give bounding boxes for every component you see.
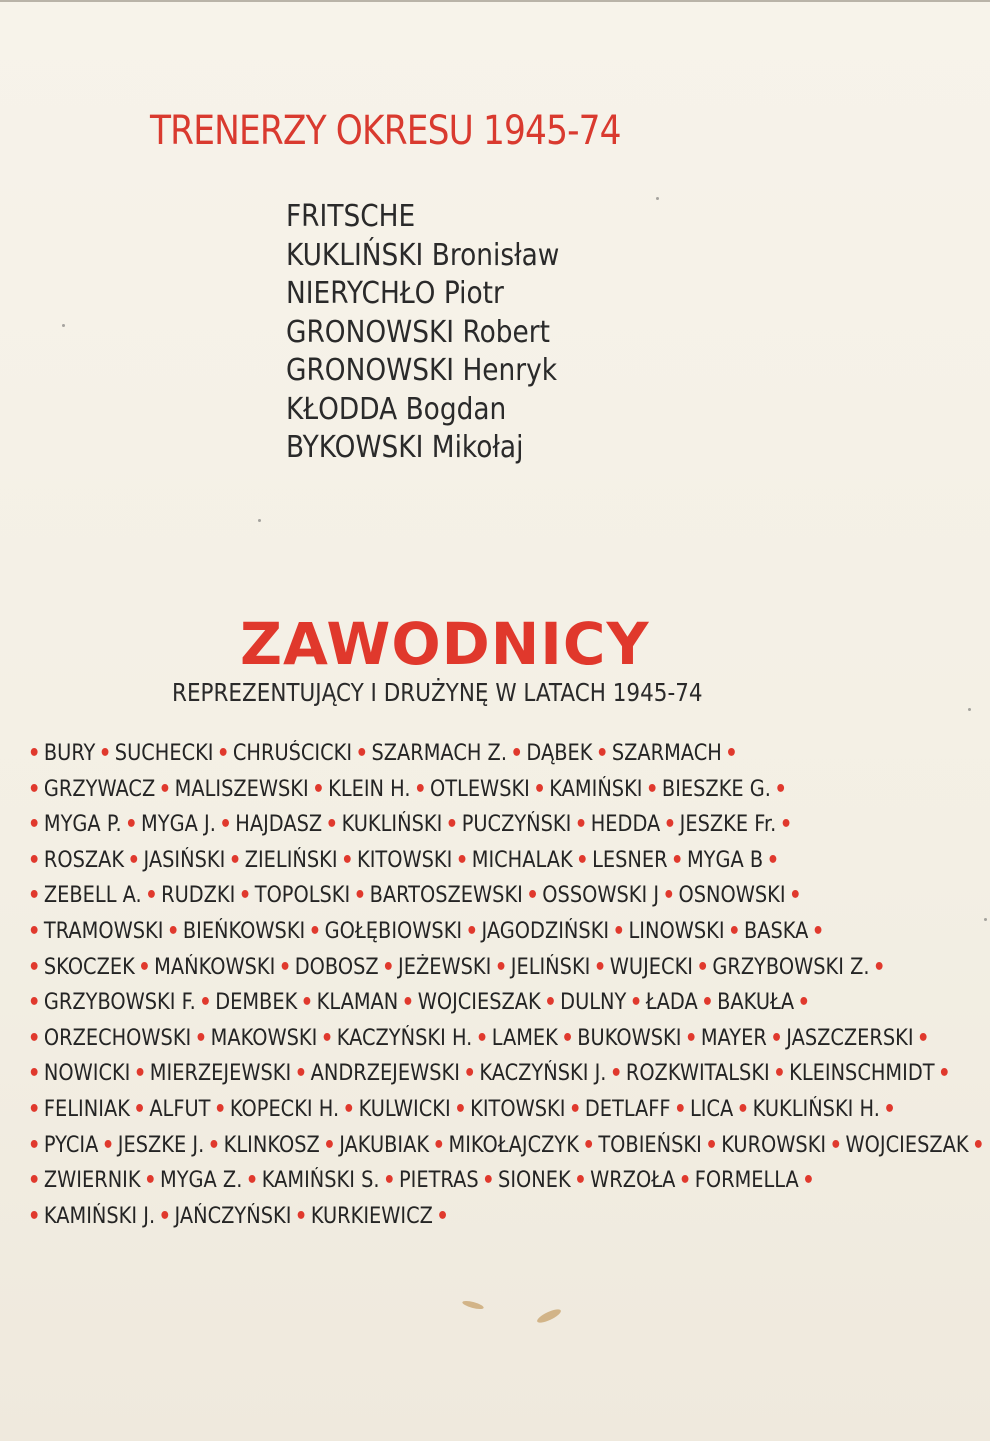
bullet-dot: •: [158, 1203, 171, 1229]
bullet-dot: •: [883, 1096, 896, 1122]
coach-name: FRITSCHE: [286, 199, 416, 234]
players-subtitle: REPREZENTUJĄCY I DRUŻYNĘ W LATACH 1945-74: [172, 678, 703, 707]
bullet-dot: •: [938, 1061, 951, 1087]
bullet-dot: •: [199, 990, 212, 1016]
player-name: KUKLIŃSKI: [341, 812, 443, 838]
players-row: [28, 1092, 961, 1128]
player-name: MAKOWSKI: [210, 1025, 318, 1051]
players-row: [28, 1163, 961, 1199]
player-name: BURY: [43, 741, 96, 766]
bullet-dot: •: [662, 883, 675, 909]
coach-name: NIERYCHŁO Piotr: [286, 276, 504, 311]
bullet-dot: •: [802, 1168, 815, 1194]
player-name: ORZECHOWSKI: [43, 1025, 192, 1051]
player-name: WRZOŁA: [590, 1168, 676, 1194]
players-row: [28, 1128, 985, 1164]
bullet-dot: •: [133, 1061, 147, 1087]
player-name: PYCIA: [43, 1132, 99, 1158]
bullet-dot: •: [28, 776, 41, 802]
bullet-dot: •: [774, 776, 787, 802]
bullet-dot: •: [629, 990, 643, 1016]
bullet-dot: •: [28, 883, 41, 909]
paper-stain: [462, 1299, 485, 1310]
player-name: BARTOSZEWSKI: [369, 883, 523, 909]
bullet-dot: •: [28, 954, 41, 980]
bullet-dot: •: [133, 1096, 146, 1122]
player-name: LINOWSKI: [628, 918, 725, 944]
bullet-dot: •: [593, 954, 607, 980]
player-name: JAKUBIAK: [339, 1132, 430, 1158]
bullet-dot: •: [454, 1096, 467, 1122]
player-name: ŁADA: [645, 990, 698, 1016]
bullet-dot: •: [28, 812, 41, 838]
player-name: KLEINSCHMIDT: [789, 1061, 935, 1087]
player-name: KACZYŃSKI H.: [336, 1025, 473, 1051]
player-name: WOJCIESZAK: [417, 990, 541, 1016]
bullet-dot: •: [214, 1096, 227, 1122]
paper-speck: [984, 918, 987, 921]
player-name: PIETRAS: [398, 1168, 479, 1194]
bullet-dot: •: [414, 776, 427, 802]
coach-name: BYKOWSKI Mikołaj: [286, 430, 524, 465]
player-name: DOBOSZ: [294, 954, 379, 980]
player-name: KURKIEWICZ: [310, 1203, 433, 1229]
bullet-dot: •: [674, 1096, 687, 1122]
players-row: [28, 878, 961, 914]
player-name: MYGA P.: [43, 812, 122, 838]
bullet-dot: •: [773, 1061, 786, 1087]
bullet-dot: •: [127, 847, 140, 873]
bullet-dot: •: [582, 1132, 595, 1158]
player-name: ZWIERNIK: [43, 1168, 141, 1194]
bullet-dot: •: [342, 1096, 356, 1122]
player-name: KITOWSKI: [470, 1096, 566, 1122]
coach-name: GRONOWSKI Henryk: [286, 353, 558, 388]
bullet-dot: •: [28, 1025, 41, 1051]
player-name: MIKOŁAJCZYK: [448, 1132, 579, 1158]
player-name: OSSOWSKI J: [542, 883, 660, 909]
bullet-dot: •: [917, 1025, 930, 1051]
bullet-dot: •: [436, 1203, 449, 1229]
bullet-dot: •: [526, 883, 539, 909]
bullet-dot: •: [28, 918, 41, 944]
bullet-dot: •: [300, 990, 314, 1016]
player-name: KUKLIŃSKI H.: [752, 1096, 880, 1122]
bullet-dot: •: [705, 1132, 718, 1158]
players-row: [28, 1021, 961, 1057]
bullet-dot: •: [28, 1096, 41, 1122]
bullet-dot: •: [28, 741, 41, 766]
player-name: KITOWSKI: [357, 847, 453, 873]
player-name: SUCHECKI: [114, 741, 214, 766]
bullet-dot: •: [455, 847, 469, 873]
player-name: BAKUŁA: [717, 990, 795, 1016]
bullet-dot: •: [561, 1025, 574, 1051]
player-name: MIERZEJEWSKI: [149, 1061, 292, 1087]
player-name: RUDZKI: [161, 883, 236, 909]
bullet-dot: •: [779, 812, 793, 838]
player-name: ANDRZEJEWSKI: [310, 1061, 460, 1087]
player-name: GRZYWACZ: [43, 776, 156, 802]
player-name: JAŃCZYŃSKI: [174, 1203, 292, 1229]
player-name: SKOCZEK: [43, 954, 135, 980]
player-name: FORMELLA: [694, 1168, 799, 1194]
bullet-dot: •: [510, 741, 523, 766]
bullet-dot: •: [612, 918, 625, 944]
player-name: LESNER: [592, 847, 668, 873]
player-name: ROZKWITALSKI: [625, 1061, 770, 1087]
paper-speck: [258, 519, 261, 522]
bullet-dot: •: [125, 812, 138, 838]
player-name: WOJCIESZAK: [845, 1132, 969, 1158]
player-name: OSNOWSKI: [678, 883, 786, 909]
bullet-dot: •: [789, 883, 802, 909]
coach-name: KŁODDA Bogdan: [286, 391, 507, 427]
bullet-dot: •: [972, 1132, 985, 1158]
bullet-dot: •: [355, 741, 368, 766]
bullet-dot: •: [829, 1132, 843, 1158]
bullet-dot: •: [475, 1025, 489, 1051]
bullet-dot: •: [873, 954, 886, 980]
player-name: GRZYBOWSKI Z.: [712, 954, 870, 980]
players-title: ZAWODNICY: [240, 610, 650, 678]
bullet-dot: •: [382, 954, 395, 980]
bullet-dot: •: [28, 1168, 41, 1194]
player-name: GOŁĘBIOWSKI: [324, 918, 463, 944]
bullet-dot: •: [238, 883, 252, 909]
bullet-dot: •: [145, 883, 158, 909]
player-name: JASIŃSKI: [143, 847, 226, 873]
player-name: ROSZAK: [43, 847, 125, 873]
player-name: ALFUT: [149, 1096, 211, 1122]
player-name: BIEŃKOWSKI: [182, 918, 306, 944]
player-name: JESZKE J.: [117, 1132, 205, 1158]
player-name: MALISZEWSKI: [174, 776, 309, 802]
players-row: [28, 736, 961, 772]
player-name: SIONEK: [498, 1168, 571, 1194]
player-name: HEDDA: [590, 812, 661, 838]
bullet-dot: •: [98, 741, 112, 766]
player-name: MICHALAK: [471, 847, 573, 873]
bullet-dot: •: [166, 918, 180, 944]
player-name: OTLEWSKI: [429, 776, 530, 802]
players-row: [28, 950, 961, 986]
player-name: JASZCZERSKI: [786, 1025, 914, 1051]
player-name: DEMBEK: [215, 990, 298, 1016]
bullet-dot: •: [445, 812, 459, 838]
players-list: [28, 736, 985, 1234]
bullet-dot: •: [28, 1132, 41, 1158]
player-name: TOPOLSKI: [254, 883, 351, 909]
bullet-dot: •: [684, 1025, 698, 1051]
bullet-dot: •: [320, 1025, 334, 1051]
player-name: KAMIŃSKI S.: [261, 1168, 380, 1194]
player-name: MAŃKOWSKI: [154, 954, 276, 980]
bullet-dot: •: [101, 1132, 115, 1158]
bullet-dot: •: [671, 847, 684, 873]
player-name: MAYER: [700, 1025, 767, 1051]
bullet-dot: •: [696, 954, 709, 980]
bullet-dot: •: [278, 954, 292, 980]
player-name: KACZYŃSKI J.: [479, 1061, 607, 1087]
bullet-dot: •: [811, 918, 825, 944]
bullet-dot: •: [245, 1168, 259, 1194]
bullet-dot: •: [325, 812, 339, 838]
bullet-dot: •: [28, 990, 41, 1016]
player-name: SZARMACH: [611, 741, 722, 766]
bullet-dot: •: [646, 776, 659, 802]
players-row: [28, 1199, 961, 1235]
player-name: HAJDASZ: [235, 812, 323, 838]
bullet-dot: •: [341, 847, 354, 873]
player-name: MYGA J.: [141, 812, 216, 838]
player-name: ZEBELL A.: [43, 883, 142, 909]
player-name: GRZYBOWSKI F.: [43, 990, 196, 1016]
player-name: MYGA Z.: [160, 1168, 243, 1194]
player-name: NOWICKI: [43, 1061, 131, 1087]
player-name: DETLAFF: [584, 1096, 671, 1122]
bullet-dot: •: [736, 1096, 750, 1122]
bullet-dot: •: [797, 990, 811, 1016]
player-name: KLINKOSZ: [223, 1132, 320, 1158]
players-row: [28, 772, 961, 808]
bullet-dot: •: [228, 847, 242, 873]
bullet-dot: •: [576, 847, 589, 873]
bullet-dot: •: [725, 741, 738, 766]
player-name: BIESZKE G.: [661, 776, 771, 802]
bullet-dot: •: [158, 776, 172, 802]
player-name: ZIELIŃSKI: [244, 847, 338, 873]
coach-name: GRONOWSKI Robert: [286, 314, 550, 350]
bullet-dot: •: [463, 1061, 476, 1087]
players-row: [28, 843, 961, 879]
bullet-dot: •: [609, 1061, 623, 1087]
player-name: JAGODZIŃSKI: [481, 918, 610, 944]
player-name: JEŻEWSKI: [398, 954, 492, 980]
player-name: FELINIAK: [43, 1096, 130, 1122]
coaches-list: [286, 198, 597, 468]
bullet-dot: •: [595, 741, 609, 766]
bullet-dot: •: [494, 954, 508, 980]
player-name: CHRUŚCICKI: [232, 741, 353, 766]
coach-name: KUKLIŃSKI Bronisław: [286, 237, 560, 273]
bullet-dot: •: [294, 1203, 308, 1229]
player-name: DĄBEK: [526, 741, 593, 766]
players-row: [28, 985, 961, 1021]
player-name: KLEIN H.: [328, 776, 411, 802]
player-name: KAMIŃSKI: [549, 776, 643, 802]
bullet-dot: •: [219, 812, 232, 838]
player-name: LAMEK: [491, 1025, 558, 1051]
player-name: WUJECKI: [609, 954, 693, 980]
bullet-dot: •: [465, 918, 479, 944]
bullet-dot: •: [678, 1168, 692, 1194]
bullet-dot: •: [28, 1061, 41, 1087]
player-name: TOBIEŃSKI: [598, 1132, 702, 1158]
bullet-dot: •: [482, 1168, 495, 1194]
paper-stain: [536, 1307, 563, 1325]
player-name: MYGA B: [686, 847, 764, 873]
player-name: KOPECKI H.: [229, 1096, 340, 1122]
bullet-dot: •: [770, 1025, 783, 1051]
bullet-dot: •: [312, 776, 325, 802]
players-row: [28, 914, 961, 950]
player-name: SZARMACH Z.: [371, 741, 507, 766]
bullet-dot: •: [533, 776, 546, 802]
bullet-dot: •: [294, 1061, 308, 1087]
player-name: BUKOWSKI: [577, 1025, 682, 1051]
bullet-dot: •: [138, 954, 151, 980]
bullet-dot: •: [194, 1025, 208, 1051]
paper-speck: [62, 324, 65, 327]
paper-speck: [968, 708, 971, 711]
bullet-dot: •: [28, 847, 41, 873]
bullet-dot: •: [217, 741, 230, 766]
player-name: BASKA: [743, 918, 809, 944]
bullet-dot: •: [353, 883, 367, 909]
players-row: [28, 1056, 961, 1092]
bullet-dot: •: [766, 847, 780, 873]
bullet-dot: •: [28, 1203, 41, 1229]
player-name: DULNY: [560, 990, 627, 1016]
bullet-dot: •: [432, 1132, 445, 1158]
bullet-dot: •: [574, 1168, 587, 1194]
bullet-dot: •: [401, 990, 415, 1016]
player-name: KAMIŃSKI J.: [43, 1203, 156, 1229]
player-name: JELIŃSKI: [510, 954, 591, 980]
players-row: [28, 807, 961, 843]
player-name: PUCZYŃSKI: [461, 812, 572, 838]
bullet-dot: •: [323, 1132, 336, 1158]
bullet-dot: •: [574, 812, 588, 838]
bullet-dot: •: [728, 918, 741, 944]
player-name: LICA: [689, 1096, 734, 1122]
coaches-title: TRENERZY OKRESU 1945-74: [150, 108, 621, 154]
bullet-dot: •: [568, 1096, 582, 1122]
bullet-dot: •: [207, 1132, 221, 1158]
paper-speck: [656, 197, 659, 200]
bullet-dot: •: [144, 1168, 157, 1194]
bullet-dot: •: [383, 1168, 396, 1194]
bullet-dot: •: [544, 990, 557, 1016]
bullet-dot: •: [663, 812, 677, 838]
bullet-dot: •: [308, 918, 322, 944]
player-name: KUROWSKI: [721, 1132, 827, 1158]
player-name: TRAMOWSKI: [43, 918, 164, 944]
player-name: KLAMAN: [316, 990, 399, 1016]
player-name: JESZKE Fr.: [679, 812, 777, 838]
player-name: KULWICKI: [358, 1096, 451, 1122]
bullet-dot: •: [701, 990, 714, 1016]
